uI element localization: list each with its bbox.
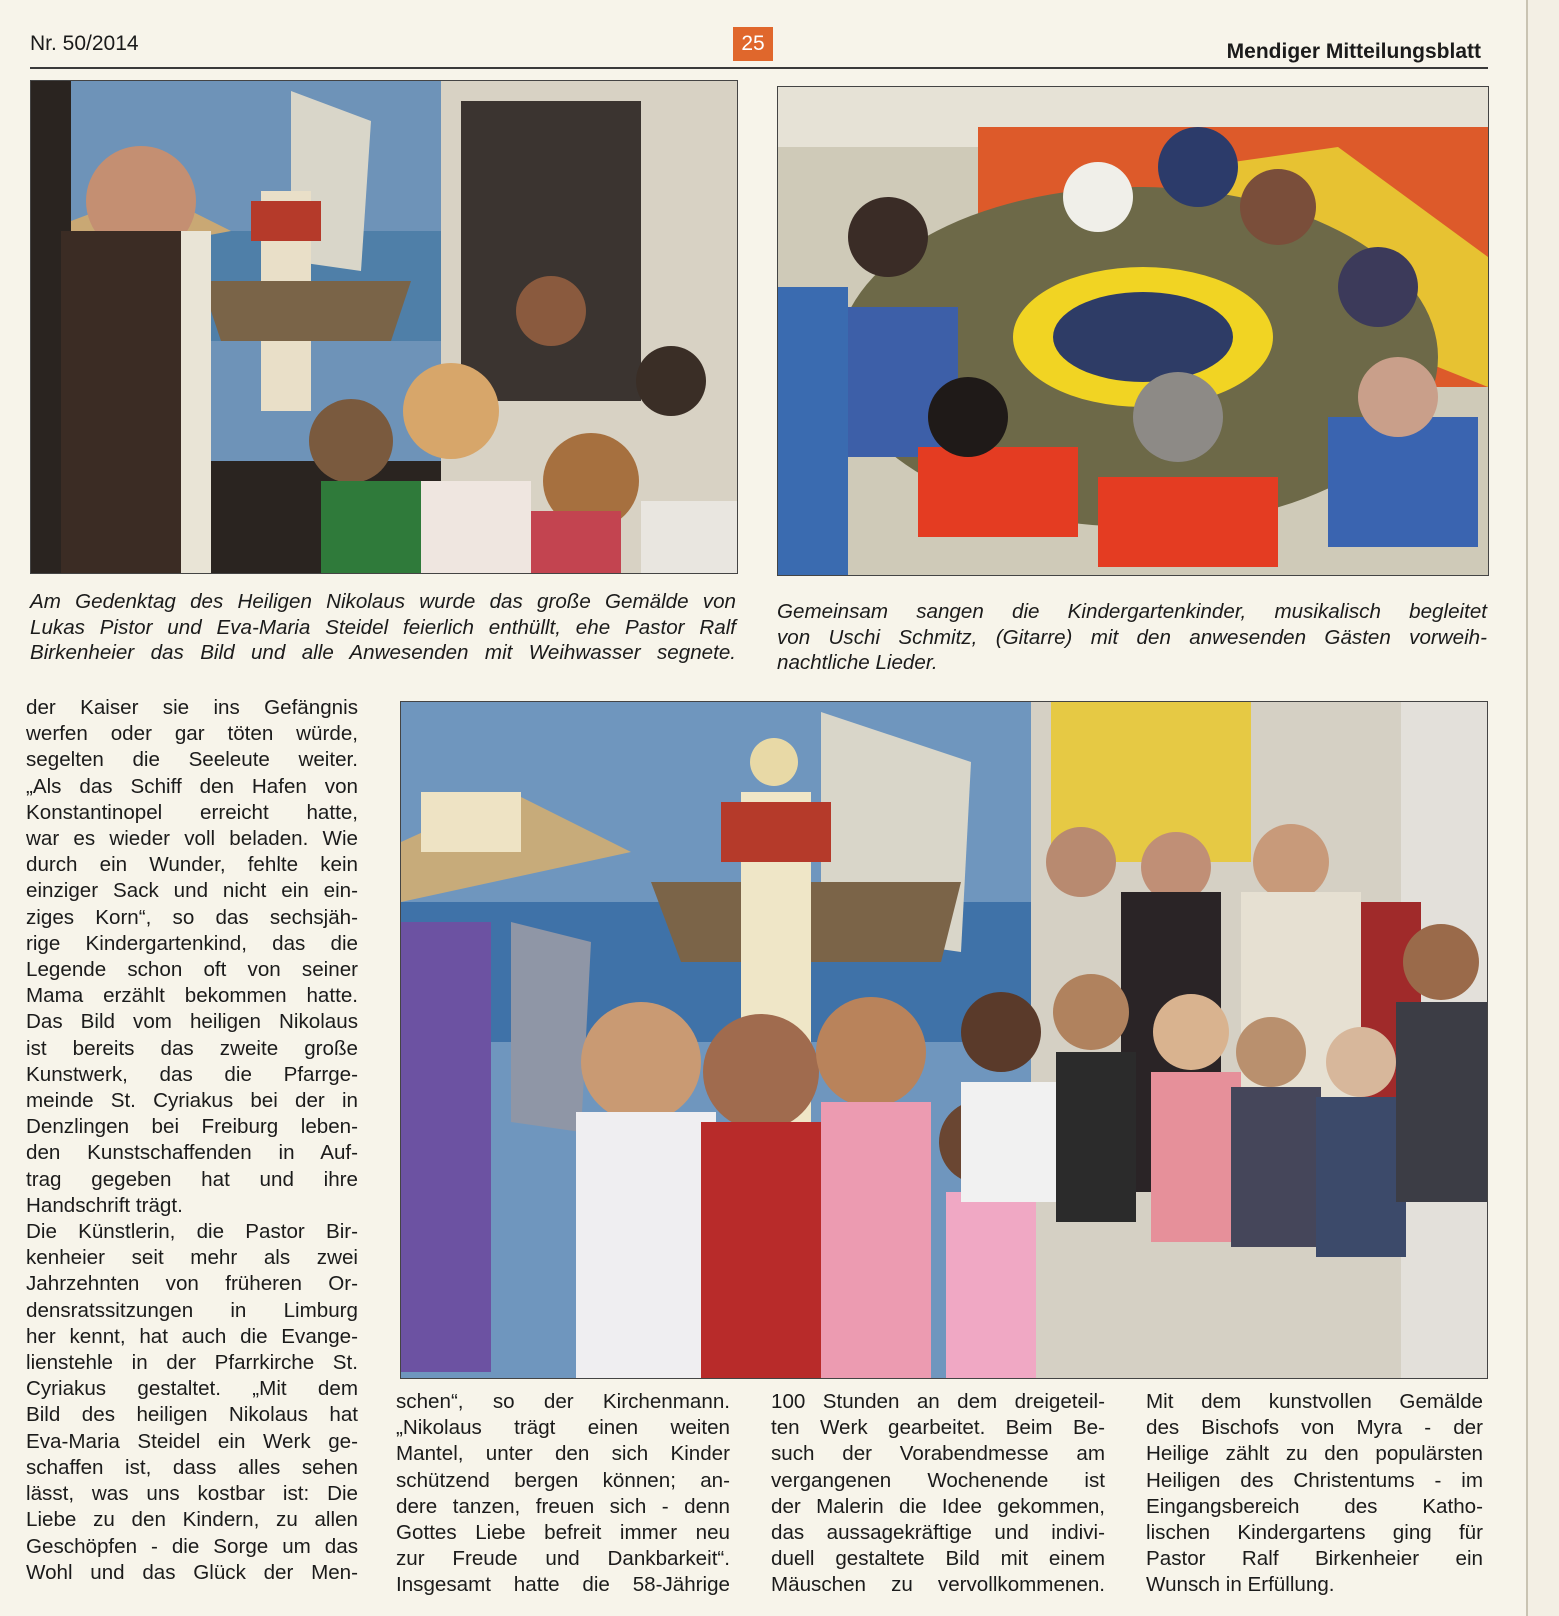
- text-line: rige Kindergartenkind, das die: [26, 931, 358, 955]
- text-line: schützend bergen können; an-: [396, 1468, 730, 1492]
- text-line: kenheier seit mehr als zwei: [26, 1246, 358, 1270]
- photo-group-with-painting: [400, 701, 1488, 1379]
- text-line: einziger Sack und nicht ein ein-: [26, 879, 358, 903]
- text-line: meinde St. Cyriakus bei der in: [26, 1089, 358, 1113]
- text-line: Eva-Maria Steidel ein Werk ge-: [26, 1429, 358, 1453]
- text-line: Mama erzählt bekommen hatte.: [26, 984, 358, 1008]
- text-line: Wohl und das Glück der Men-: [26, 1560, 358, 1584]
- text-line: dere tanzen, freuen sich - denn: [396, 1494, 730, 1518]
- text-line: „Nikolaus trägt einen weiten: [396, 1416, 730, 1440]
- text-line: lässt, was uns kostbar ist: Die: [26, 1482, 358, 1506]
- page-number-badge: 25: [733, 27, 773, 61]
- header-rule: [30, 67, 1488, 69]
- text-line: werfen oder gar töten würde,: [26, 722, 358, 746]
- text-line: lienstehle in der Pfarrkirche St.: [26, 1351, 358, 1375]
- text-line: des Bischofs von Myra - der: [1146, 1416, 1483, 1440]
- issue-number: Nr. 50/2014: [30, 32, 139, 55]
- text-line: Wunsch in Erfüllung.: [1146, 1573, 1335, 1597]
- text-line: „Als das Schiff den Hafen von: [26, 774, 358, 798]
- text-line: such der Vorabendmesse am: [771, 1442, 1105, 1466]
- text-line: Geschöpfen - die Sorge um das: [26, 1534, 358, 1558]
- text-line: segelten die Seeleute weiter.: [26, 748, 358, 772]
- text-line: Bild des heiligen Nikolaus hat: [26, 1403, 358, 1427]
- text-line: Legende schon oft von seiner: [26, 958, 358, 982]
- text-line: zur Freude und Dankbarkeit“.: [396, 1547, 730, 1571]
- photo-painting-unveiling: [30, 80, 738, 574]
- article-column-2: [396, 1389, 730, 1599]
- text-line: war es wieder voll beladen. Wie: [26, 827, 358, 851]
- text-line: Handschrift trägt.: [26, 1193, 183, 1217]
- newspaper-title: Mendiger Mitteilungsblatt: [1226, 40, 1481, 63]
- text-line: Gottes Liebe befreit immer neu: [396, 1521, 730, 1545]
- text-line: Konstantinopel erreicht hatte,: [26, 800, 358, 824]
- article-column-4: [1146, 1389, 1483, 1599]
- text-line: ten Werk gearbeitet. Beim Be-: [771, 1416, 1105, 1440]
- caption-right-photo: [777, 599, 1487, 676]
- text-line: ziges Korn“, so das sechsjäh-: [26, 905, 358, 929]
- text-line: trag gegeben hat und ihre: [26, 1167, 358, 1191]
- text-line: Heilige zählt zu den populärsten: [1146, 1442, 1483, 1466]
- text-line: das aussagekräftige und indivi-: [771, 1521, 1105, 1545]
- text-line: Heiligen des Christentums - im: [1146, 1468, 1483, 1492]
- text-line: Die Künstlerin, die Pastor Bir-: [26, 1220, 358, 1244]
- text-line: duell gestaltete Bild mit einem: [771, 1547, 1105, 1571]
- text-line: Kunstwerk, das die Pfarrge-: [26, 1062, 358, 1086]
- text-line: Insgesamt hatte die 58-Jährige: [396, 1573, 730, 1597]
- text-line: Mäuschen zu vervollkommenen.: [771, 1573, 1105, 1597]
- caption-line: nachtliche Lieder.: [777, 651, 938, 674]
- text-line: Denzlingen bei Freiburg leben-: [26, 1115, 358, 1139]
- text-line: lischen Kindergartens ging für: [1146, 1521, 1483, 1545]
- text-line: der Malerin die Idee gekommen,: [771, 1494, 1105, 1518]
- text-line: 100 Stunden an dem dreigeteil-: [771, 1390, 1105, 1413]
- text-line: schaffen ist, dass alles sehen: [26, 1455, 358, 1479]
- photo-singing-circle: [777, 86, 1489, 576]
- text-line: schen“, so der Kirchenmann.: [396, 1390, 730, 1413]
- text-line: der Kaiser sie ins Gefängnis: [26, 696, 358, 719]
- text-line: Mantel, unter den sich Kinder: [396, 1442, 730, 1466]
- caption-line: von Uschi Schmitz, (Gitarre) mit den anwesenden Gästen vorweih-: [777, 625, 1487, 649]
- text-line: durch ein Wunder, fehlte kein: [26, 853, 358, 877]
- text-line: densratssitzungen in Limburg: [26, 1298, 358, 1322]
- text-line: Mit dem kunstvollen Gemälde: [1146, 1390, 1483, 1413]
- text-line: vergangenen Wochenende ist: [771, 1468, 1105, 1492]
- text-line: Cyriakus gestaltet. „Mit dem: [26, 1377, 358, 1401]
- caption-line: Am Gedenktag des Heiligen Nikolaus wurde das große Gemälde von: [30, 590, 736, 613]
- text-line: Jahrzehnten von früheren Or-: [26, 1272, 358, 1296]
- caption-line: Gemeinsam sangen die Kindergartenkinder, musikalisch begleitet: [777, 600, 1487, 623]
- text-line: Liebe zu den Kindern, zu allen: [26, 1508, 358, 1532]
- text-line: den Kunstschaffenden in Auf-: [26, 1141, 358, 1165]
- article-column-3: [771, 1389, 1105, 1599]
- text-line: her kennt, hat auch die Evange-: [26, 1324, 358, 1348]
- text-line: Pastor Ralf Birkenheier ein: [1146, 1547, 1483, 1571]
- text-line: Eingangsbereich des Katho-: [1146, 1494, 1483, 1518]
- article-column-1: [26, 695, 358, 1586]
- text-line: ist bereits das zweite große: [26, 1036, 358, 1060]
- text-line: Das Bild vom heiligen Nikolaus: [26, 1010, 358, 1034]
- caption-left-photo: [30, 589, 736, 666]
- caption-line: Birkenheier das Bild und alle Anwesenden mit Weihwasser segnete.: [30, 641, 736, 664]
- caption-line: Lukas Pistor und Eva-Maria Steidel feierlich enthüllt, ehe Pastor Ralf: [30, 615, 736, 639]
